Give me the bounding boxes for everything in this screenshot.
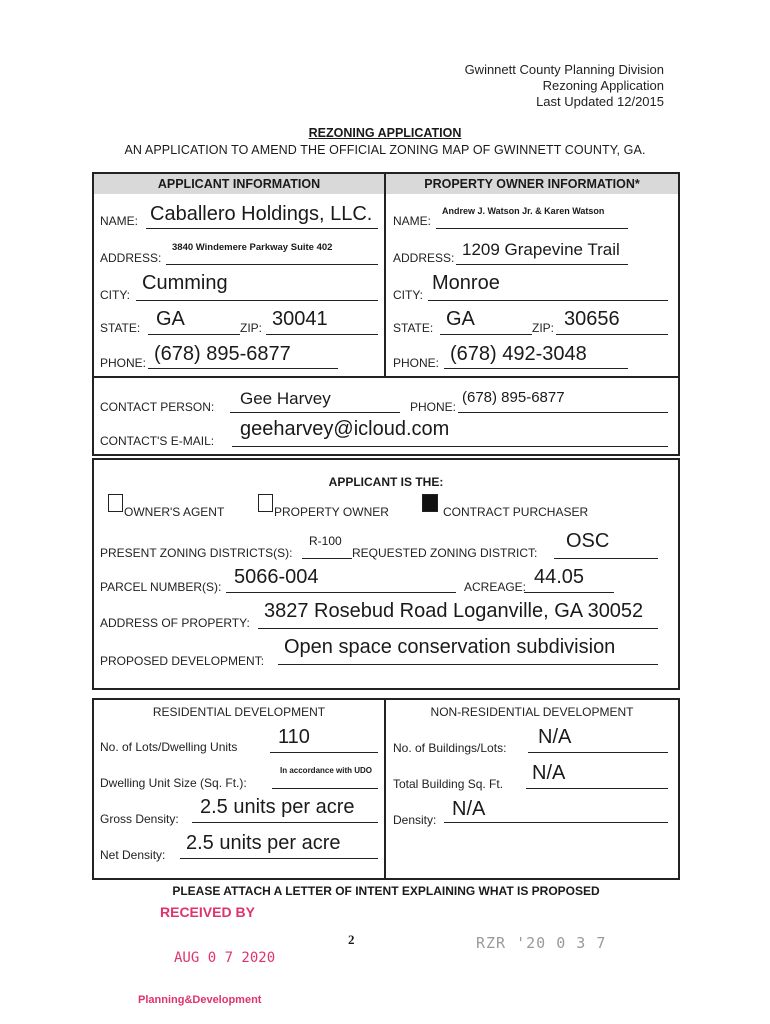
present-zoning-label: PRESENT ZONING DISTRICTS(S): [100, 546, 293, 560]
owner-state-field[interactable]: GA [446, 308, 475, 330]
unit-size-field[interactable]: In accordance with UDO [280, 766, 373, 775]
applicant-zip-line [266, 334, 378, 335]
building-sqft-field[interactable]: N/A [532, 762, 566, 784]
residential-heading: RESIDENTIAL DEVELOPMENT [152, 705, 326, 719]
date-stamp: AUG 0 7 2020 [174, 950, 276, 966]
property-address-label: ADDRESS OF PROPERTY: [100, 616, 250, 630]
applicant-state-label: STATE: [100, 321, 141, 335]
owner-city-label: CITY: [393, 288, 424, 302]
property-owner-label: PROPERTY OWNER [274, 505, 389, 519]
contract-purchaser-label: CONTRACT PURCHASER [443, 505, 589, 519]
requested-zoning-line [554, 558, 658, 559]
lots-line [270, 752, 378, 753]
development-divider [384, 698, 386, 880]
applicant-address-line [166, 264, 378, 265]
lots-field[interactable]: 110 [278, 726, 310, 748]
owner-name-line [436, 228, 628, 229]
building-sqft-line [526, 788, 668, 789]
applicant-is-heading: APPLICANT IS THE: [328, 475, 444, 489]
property-address-line [258, 628, 658, 629]
applicant-zip-field[interactable]: 30041 [272, 308, 328, 330]
property-address-field[interactable]: 3827 Rosebud Road Loganville, GA 30052 [264, 600, 644, 622]
requested-zoning-label: REQUESTED ZONING DISTRICT: [352, 546, 538, 560]
unit-size-line [272, 788, 378, 789]
net-density-field[interactable]: 2.5 units per acre [186, 832, 341, 854]
owners-agent-checkbox[interactable] [108, 494, 123, 512]
page-title: REZONING APPLICATION [308, 126, 462, 140]
applicant-city-label: CITY: [100, 288, 131, 302]
applicant-phone-field[interactable]: (678) 895-6877 [154, 343, 291, 365]
applicant-phone-line [148, 368, 338, 369]
applicant-name-label: NAME: [100, 214, 139, 228]
owner-name-label: NAME: [393, 214, 432, 228]
net-density-label: Net Density: [100, 848, 166, 862]
applicant-city-field[interactable]: Cumming [142, 272, 228, 294]
buildings-field[interactable]: N/A [538, 726, 572, 748]
gross-density-label: Gross Density: [100, 812, 179, 826]
acreage-label: ACREAGE: [464, 580, 527, 594]
parcel-number-line [226, 592, 456, 593]
applicant-state-line [148, 334, 240, 335]
header-updated: Last Updated 12/2015 [536, 94, 664, 109]
parcel-number-label: PARCEL NUMBER(S): [100, 580, 222, 594]
buildings-label: No. of Buildings/Lots: [393, 741, 507, 755]
header-division: Gwinnett County Planning Division [464, 62, 664, 77]
owner-phone-field[interactable]: (678) 492-3048 [450, 343, 587, 365]
applicant-name-line [146, 228, 378, 229]
nonresidential-heading: NON-RESIDENTIAL DEVELOPMENT [430, 705, 634, 719]
owner-state-line [440, 334, 532, 335]
received-stamp: RECEIVED BY [160, 904, 255, 920]
owner-zip-field[interactable]: 30656 [564, 308, 620, 330]
nonres-density-line [444, 822, 668, 823]
net-density-line [180, 858, 378, 859]
proposed-development-line [278, 664, 658, 665]
applicant-name-field[interactable]: Caballero Holdings, LLC. [150, 203, 373, 225]
contact-person-field[interactable]: Gee Harvey [240, 389, 331, 408]
building-sqft-label: Total Building Sq. Ft. [393, 777, 504, 791]
applicant-address-label: ADDRESS: [100, 251, 162, 265]
present-zoning-line [302, 558, 352, 559]
owner-city-line [428, 300, 668, 301]
contact-phone-field[interactable]: (678) 895-6877 [462, 389, 565, 406]
owner-phone-label: PHONE: [393, 356, 440, 370]
attach-letter-notice: PLEASE ATTACH A LETTER OF INTENT EXPLAINING WHAT IS PROPOSED [172, 884, 600, 898]
contact-email-line [232, 446, 668, 447]
owner-address-line [456, 264, 628, 265]
present-zoning-field[interactable]: R-100 [309, 534, 342, 548]
owner-name-field[interactable]: Andrew J. Watson Jr. & Karen Watson [442, 206, 605, 216]
case-number: RZR '20 0 3 7 [476, 934, 607, 952]
requested-zoning-field[interactable]: OSC [566, 530, 610, 552]
owner-info-heading: PROPERTY OWNER INFORMATION* [386, 174, 678, 194]
property-owner-checkbox[interactable] [258, 494, 273, 512]
contact-phone-line [458, 412, 668, 413]
column-divider [384, 174, 386, 376]
buildings-line [528, 752, 668, 753]
applicant-state-field[interactable]: GA [156, 308, 185, 330]
lots-label: No. of Lots/Dwelling Units [100, 740, 238, 754]
applicant-info-heading: APPLICANT INFORMATION [94, 174, 384, 194]
owner-zip-line [556, 334, 668, 335]
applicant-address-field[interactable]: 3840 Windemere Parkway Suite 402 [172, 242, 333, 253]
nonres-density-label: Density: [393, 813, 437, 827]
unit-size-label: Dwelling Unit Size (Sq. Ft.): [100, 776, 247, 790]
department-stamp: Planning&Development [138, 994, 262, 1006]
contact-person-label: CONTACT PERSON: [100, 400, 215, 414]
gross-density-field[interactable]: 2.5 units per acre [200, 796, 355, 818]
header-form-name: Rezoning Application [542, 78, 664, 93]
page-subtitle: AN APPLICATION TO AMEND THE OFFICIAL ZONING MAP OF GWINNETT COUNTY, GA. [124, 143, 646, 157]
owner-state-label: STATE: [393, 321, 434, 335]
applicant-city-line [136, 300, 378, 301]
acreage-field[interactable]: 44.05 [534, 566, 585, 588]
nonres-density-field[interactable]: N/A [452, 798, 486, 820]
contact-email-field[interactable]: geeharvey@icloud.com [240, 418, 450, 440]
owner-city-field[interactable]: Monroe [432, 272, 500, 294]
acreage-line [524, 592, 614, 593]
gross-density-line [192, 822, 378, 823]
owner-zip-label: ZIP: [532, 321, 555, 335]
applicant-zip-label: ZIP: [240, 321, 263, 335]
proposed-development-label: PROPOSED DEVELOPMENT: [100, 654, 265, 668]
owner-address-label: ADDRESS: [393, 251, 455, 265]
contact-phone-label: PHONE: [410, 400, 457, 414]
contact-person-line [230, 412, 400, 413]
contact-email-label: CONTACT'S E-MAIL: [100, 434, 215, 448]
applicant-phone-label: PHONE: [100, 356, 147, 370]
page-number: 2 [348, 932, 355, 947]
proposed-development-field[interactable]: Open space conservation subdivision [284, 636, 616, 658]
owner-phone-line [444, 368, 628, 369]
contract-purchaser-checkbox[interactable] [422, 494, 438, 512]
parcel-number-field[interactable]: 5066-004 [234, 566, 319, 588]
owner-address-field[interactable]: 1209 Grapevine Trail [462, 240, 620, 259]
owners-agent-label: OWNER'S AGENT [124, 505, 225, 519]
